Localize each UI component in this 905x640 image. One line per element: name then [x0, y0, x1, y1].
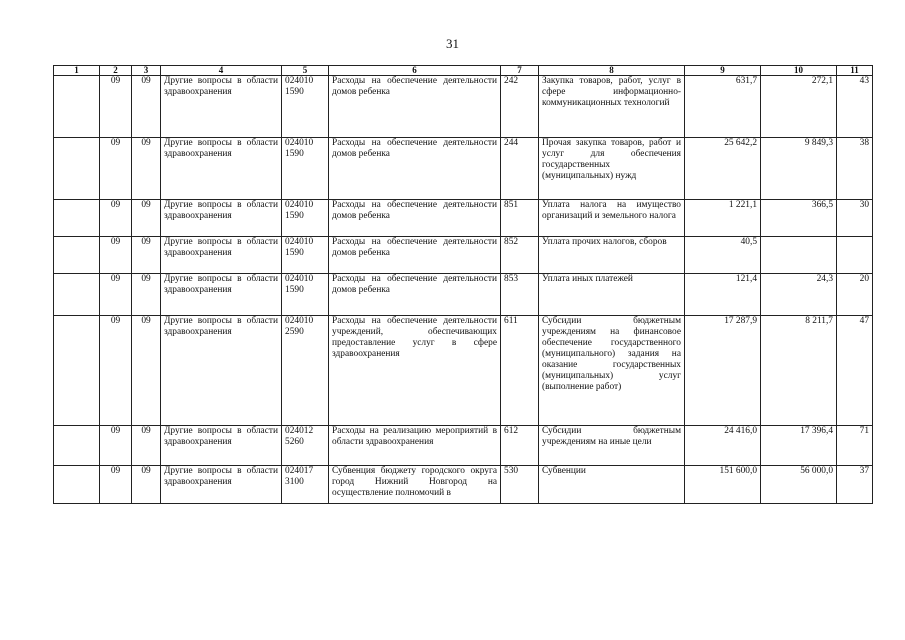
cell-col-1	[54, 76, 100, 138]
header-col-3: 3	[132, 66, 161, 76]
cell-section: 09	[100, 316, 132, 426]
cell-col-11: 43	[837, 76, 873, 138]
table-row	[54, 200, 873, 237]
cell-expense-type-name: Уплата иных платежей	[539, 274, 685, 316]
cell-section: 09	[100, 200, 132, 237]
cell-expense-type-name: Субсидии бюджетным учреждениям на финансовое обеспечение государственного (муниципального) задания на оказание государственных (муниципальных) услуг (выполнение работ)	[539, 316, 685, 426]
cell-target-name: Расходы на обеспечение деятельности домов ребенка	[329, 138, 501, 200]
page-number: 31	[446, 36, 459, 51]
cell-expense-type-code: 612	[501, 426, 539, 466]
cell-col-11: 47	[837, 316, 873, 426]
cell-col-9: 25 642,2	[685, 138, 761, 200]
cell-subsection: 09	[132, 466, 161, 504]
cell-target-code: 024010 1590	[282, 274, 329, 316]
cell-target-code: 024010 1590	[282, 138, 329, 200]
cell-col-9: 631,7	[685, 76, 761, 138]
table-row	[54, 138, 873, 200]
cell-col-9: 121,4	[685, 274, 761, 316]
cell-col-9: 151 600,0	[685, 466, 761, 504]
cell-expense-type-name: Уплата прочих налогов, сборов	[539, 237, 685, 274]
cell-target-code: 024012 5260	[282, 426, 329, 466]
cell-col-10: 272,1	[761, 76, 837, 138]
cell-col-9: 17 287,9	[685, 316, 761, 426]
cell-col-11: 37	[837, 466, 873, 504]
cell-col-1	[54, 200, 100, 237]
cell-subsection: 09	[132, 76, 161, 138]
cell-col-1	[54, 466, 100, 504]
header-col-5: 5	[282, 66, 329, 76]
cell-expense-type-name: Уплата налога на имущество организаций и земельного налога	[539, 200, 685, 237]
header-col-9: 9	[685, 66, 761, 76]
cell-subsection-name: Другие вопросы в области здравоохранения	[161, 466, 282, 504]
cell-subsection-name: Другие вопросы в области здравоохранения	[161, 76, 282, 138]
header-col-8: 8	[539, 66, 685, 76]
cell-col-11: 38	[837, 138, 873, 200]
cell-col-10: 24,3	[761, 274, 837, 316]
cell-target-code: 024010 1590	[282, 76, 329, 138]
cell-section: 09	[100, 138, 132, 200]
cell-subsection-name: Другие вопросы в области здравоохранения	[161, 237, 282, 274]
cell-col-1	[54, 237, 100, 274]
cell-col-11	[837, 237, 873, 274]
cell-col-11: 20	[837, 274, 873, 316]
budget-table	[53, 65, 873, 504]
header-col-4: 4	[161, 66, 282, 76]
cell-section: 09	[100, 237, 132, 274]
cell-subsection-name: Другие вопросы в области здравоохранения	[161, 138, 282, 200]
cell-subsection-name: Другие вопросы в области здравоохранения	[161, 200, 282, 237]
header-col-10: 10	[761, 66, 837, 76]
cell-col-9: 1 221,1	[685, 200, 761, 237]
header-col-11: 11	[837, 66, 873, 76]
cell-target-code: 024010 2590	[282, 316, 329, 426]
cell-subsection-name: Другие вопросы в области здравоохранения	[161, 316, 282, 426]
cell-col-10: 17 396,4	[761, 426, 837, 466]
cell-subsection: 09	[132, 200, 161, 237]
table-row	[54, 316, 873, 426]
cell-expense-type-name: Прочая закупка товаров, работ и услуг для обеспечения государственных (муниципальных) нужд	[539, 138, 685, 200]
cell-expense-type-code: 244	[501, 138, 539, 200]
cell-col-1	[54, 138, 100, 200]
cell-target-name: Субвенция бюджету городского округа город Нижний Новгород на осуществление полномочий в	[329, 466, 501, 504]
cell-col-9: 40,5	[685, 237, 761, 274]
cell-col-10: 56 000,0	[761, 466, 837, 504]
cell-section: 09	[100, 426, 132, 466]
cell-target-code: 024010 1590	[282, 200, 329, 237]
cell-subsection: 09	[132, 316, 161, 426]
header-col-6: 6	[329, 66, 501, 76]
cell-target-name: Расходы на обеспечение деятельности домов ребенка	[329, 200, 501, 237]
cell-expense-type-code: 530	[501, 466, 539, 504]
cell-target-name: Расходы на обеспечение деятельности учреждений, обеспечивающих предоставление услуг в сфере здравоохранения	[329, 316, 501, 426]
table-row	[54, 466, 873, 504]
cell-col-1	[54, 274, 100, 316]
cell-expense-type-code: 242	[501, 76, 539, 138]
cell-col-11: 71	[837, 426, 873, 466]
header-col-1: 1	[54, 66, 100, 76]
cell-target-name: Расходы на обеспечение деятельности домов ребенка	[329, 237, 501, 274]
table-row	[54, 426, 873, 466]
table-row	[54, 237, 873, 274]
cell-target-name: Расходы на обеспечение деятельности домов ребенка	[329, 76, 501, 138]
cell-subsection: 09	[132, 237, 161, 274]
cell-target-name: Расходы на реализацию мероприятий в области здравоохранения	[329, 426, 501, 466]
cell-col-10: 366,5	[761, 200, 837, 237]
cell-section: 09	[100, 466, 132, 504]
table-row	[54, 76, 873, 138]
cell-subsection-name: Другие вопросы в области здравоохранения	[161, 274, 282, 316]
table-header-row	[54, 66, 873, 76]
cell-expense-type-code: 851	[501, 200, 539, 237]
cell-expense-type-code: 611	[501, 316, 539, 426]
table-row	[54, 274, 873, 316]
cell-expense-type-name: Субвенции	[539, 466, 685, 504]
cell-expense-type-code: 853	[501, 274, 539, 316]
cell-subsection-name: Другие вопросы в области здравоохранения	[161, 426, 282, 466]
cell-section: 09	[100, 76, 132, 138]
cell-col-11: 30	[837, 200, 873, 237]
cell-target-code: 024010 1590	[282, 237, 329, 274]
cell-subsection: 09	[132, 426, 161, 466]
cell-col-10: 9 849,3	[761, 138, 837, 200]
cell-section: 09	[100, 274, 132, 316]
cell-col-1	[54, 426, 100, 466]
cell-col-10	[761, 237, 837, 274]
cell-target-code: 024017 3100	[282, 466, 329, 504]
cell-expense-type-name: Закупка товаров, работ, услуг в сфере информационно-коммуникационных технологий	[539, 76, 685, 138]
header-col-2: 2	[100, 66, 132, 76]
cell-expense-type-name: Субсидии бюджетным учреждениям на иные цели	[539, 426, 685, 466]
header-col-7: 7	[501, 66, 539, 76]
cell-col-9: 24 416,0	[685, 426, 761, 466]
cell-col-1	[54, 316, 100, 426]
cell-col-10: 8 211,7	[761, 316, 837, 426]
cell-subsection: 09	[132, 138, 161, 200]
cell-target-name: Расходы на обеспечение деятельности домов ребенка	[329, 274, 501, 316]
cell-expense-type-code: 852	[501, 237, 539, 274]
cell-subsection: 09	[132, 274, 161, 316]
